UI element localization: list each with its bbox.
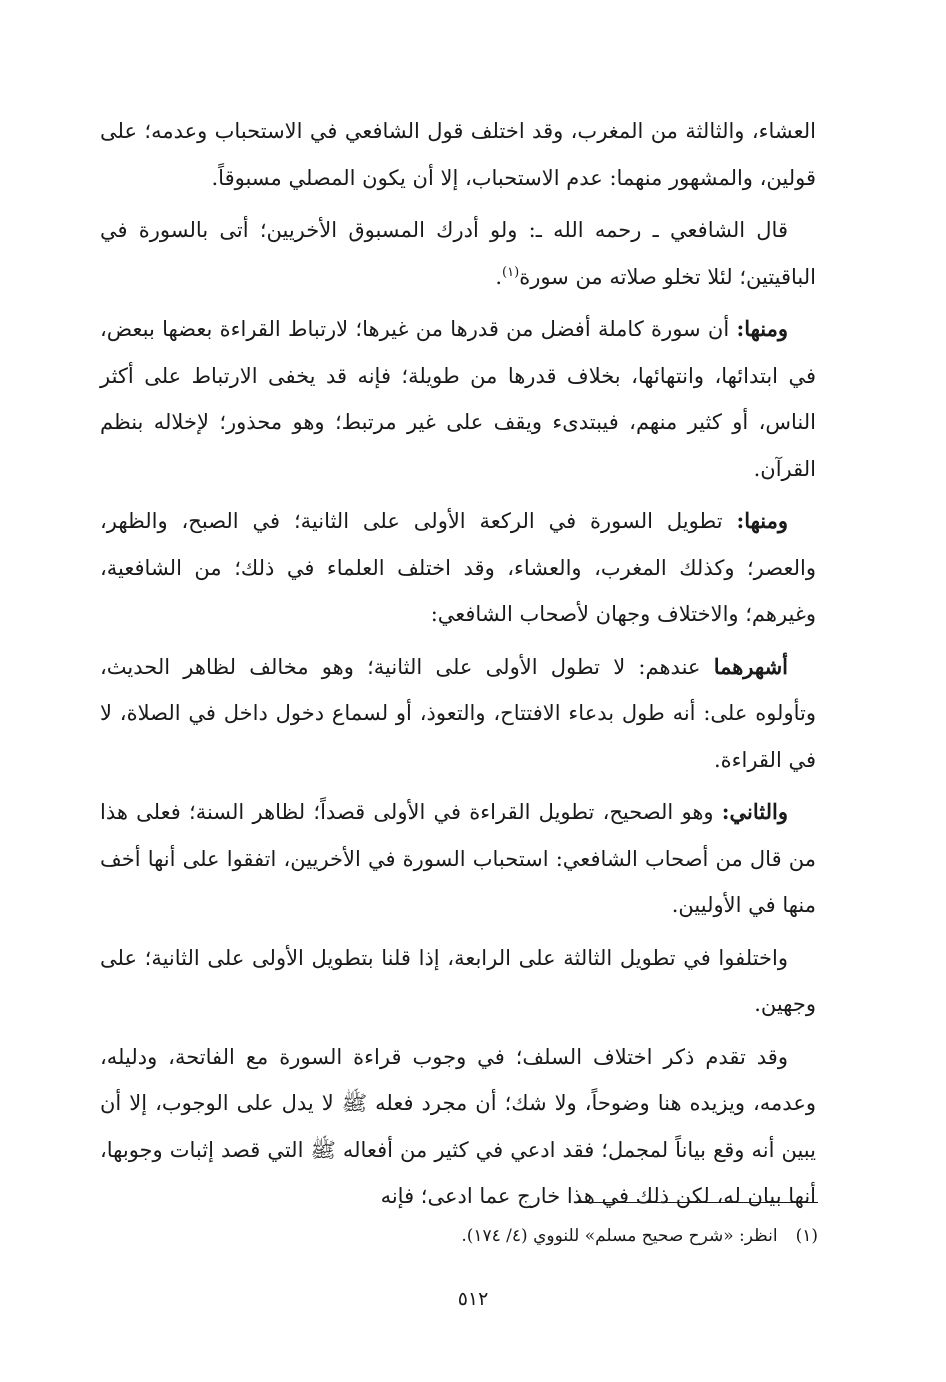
- paragraph: [100, 644, 816, 784]
- footnote-number: (١): [795, 1226, 818, 1246]
- footnote: [300, 1222, 818, 1250]
- paragraph: [100, 306, 816, 492]
- paragraph-text: العشاء، والثالثة من المغرب، وقد اختلف قول الشافعي في الاستحباب وعدمه؛ على قولين، والمشهور منهما: عدم الاستحباب، إلا أن يكون المصلي مسبوقاً.: [100, 119, 816, 190]
- paragraph-lead: ومنها:: [736, 508, 788, 533]
- paragraph-text: قال الشافعي ـ رحمه الله ـ: ولو أدرك المسبوق الأخريين؛ أتى بالسورة في الباقيتين؛ لئلا تخلو صلاته من سورة: [100, 218, 816, 289]
- paragraph-lead: والثاني:: [721, 799, 788, 824]
- page-number: ٥١٢: [457, 1288, 489, 1310]
- paragraph-tail: .: [495, 264, 503, 289]
- paragraph-text: تطويل السورة في الركعة الأولى على الثانية؛ في الصبح، والظهر، والعصر؛ وكذلك المغرب، والعشاء، وقد اختلف العلماء في ذلك؛ من الشافعية، وغيرهم؛ والاختلاف وجهان لأصحاب الشافعي:: [100, 509, 816, 626]
- paragraph-text: وقد تقدم ذكر اختلاف السلف؛ في وجوب قراءة السورة مع الفاتحة، ودليله، وعدمه، ويزيده هنا وضوحاً، ولا شك؛ أن مجرد فعله ﷺ لا يدل على الوجوب، إلا أن يبين أنه وقع بياناً لمجمل؛ فقد ادعي في كثير من أفعاله ﷺ التي قصد إثبات وجوبها، أنها بيان له، لكن ذلك في هذا خارج عما ادعى؛ فإنه: [100, 1044, 816, 1208]
- footnote-text: انظر: «شرح صحيح مسلم» للنووي (٤/ ١٧٤).: [461, 1226, 778, 1246]
- paragraph: [100, 108, 816, 201]
- paragraph-text: وهو الصحيح، تطويل القراءة في الأولى قصداً؛ لظاهر السنة؛ فعلى هذا من قال من أصحاب الشافعي: استحباب السورة في الأخريين، اتفقوا على أنها أخف منها في الأوليين.: [100, 800, 816, 917]
- footnote-reference[interactable]: (١): [502, 264, 520, 280]
- paragraph-text: واختلفوا في تطويل الثالثة على الرابعة، إذا قلنا بتطويل الأولى على الثانية؛ على وجهين.: [100, 945, 816, 1016]
- paragraph-lead: أشهرهما: [713, 653, 788, 679]
- paragraph: [100, 207, 816, 300]
- main-text: [100, 108, 816, 1226]
- paragraph-text: عندهم: لا تطول الأولى على الثانية؛ وهو مخالف لظاهر الحديث، وتأولوه على: أنه طول بدعاء الافتتاح، والتعوذ، أو لسماع دخول داخل في الصلاة، لا في القراءة.: [100, 654, 816, 772]
- paragraph: [100, 1034, 816, 1220]
- paragraph-text: أن سورة كاملة أفضل من قدرها من غيرها؛ لارتباط القراءة بعضها ببعض، في ابتدائها، وانتهائها، بخلاف قدرها من طويلة؛ فإنه قد يخفى الارتباط على أكثر الناس، أو كثير منهم، فيبتدىء ويقف على غير مرتبط؛ وهو محذور؛ لإخلاله بنظم القرآن.: [100, 317, 816, 481]
- footnote-divider: [578, 1202, 818, 1203]
- paragraph-lead: ومنها:: [736, 316, 788, 341]
- paragraph: [100, 498, 816, 638]
- paragraph: [100, 935, 816, 1028]
- paragraph: [100, 789, 816, 929]
